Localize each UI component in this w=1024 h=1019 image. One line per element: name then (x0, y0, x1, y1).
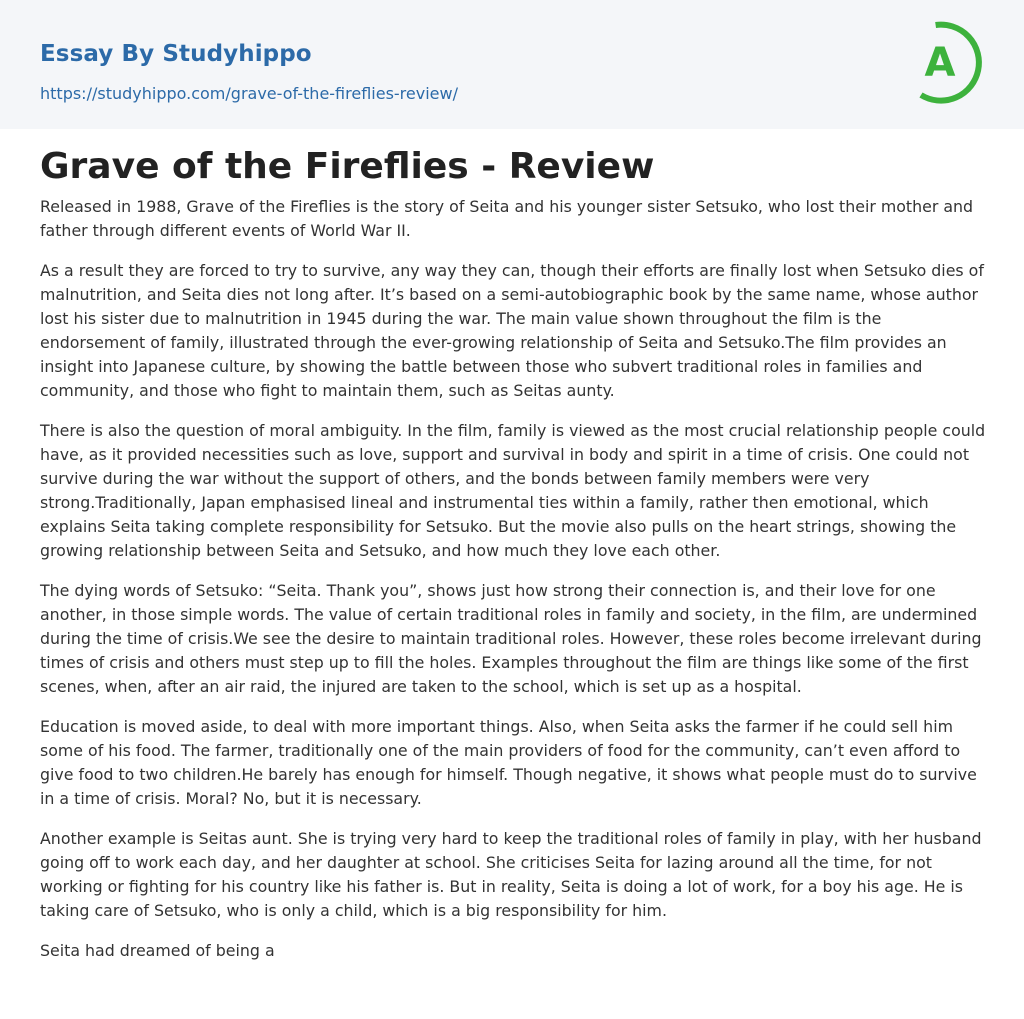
article-paragraph: As a result they are forced to try to survive, any way they can, though their efforts are finally lost when Setsuko dies of malnutrition, and Seita dies not long after. It’s based on a semi-autobiographic book by the same name, whose author lost his sister due to malnutrition in 1945 during the war. The main value shown throughout the film is the endorsement of family, illustrated through the ever-growing relationship of Seita and Setsuko.The film provides an insight into Japanese culture, by showing the battle between those who subvert traditional roles in families and community, and those who fight to maintain them, such as Seitas aunty. (40, 261, 984, 400)
article-paragraph: The dying words of Setsuko: “Seita. Thank you”, shows just how strong their connection is, and their love for one another, in those simple words. The value of certain traditional roles in family and society, in the film, are undermined during the time of crisis.We see the desire to maintain traditional roles. However, these roles become irrelevant during times of crisis and others must step up to fill the holes. Examples throughout the film are things like some of the first scenes, when, after an air raid, the injured are taken to the school, which is set up as a hospital. (40, 581, 982, 696)
article-paragraph: Released in 1988, Grave of the Fireflies is the story of Seita and his younger sister Setsuko, who lost their mother and father through different events of World War II. (40, 197, 974, 240)
page-title: Grave of the Fireflies - Review (40, 146, 655, 187)
studyhippo-logo[interactable] (905, 14, 995, 110)
article-paragraph: There is also the question of moral ambiguity. In the film, family is viewed as the most crucial relationship people could have, as it provided necessities such as love, support and survival in body and spirit in a time of crisis. One could not survive during the war without the support of others, and the bonds between family members were very strong.Traditionally, Japan emphasised lineal and instrumental ties within a family, rather then emotional, which explains Seita taking complete responsibility for Setsuko. But the movie also pulls on the heart strings, showing the growing relationship between Seita and Setsuko, and how much they love each other. (40, 421, 986, 560)
site-header (0, 0, 1024, 129)
essay-url-link[interactable]: https://studyhippo.com/grave-of-the-fireflies-review/ (40, 84, 458, 103)
logo-letter: A (924, 40, 956, 86)
article-paragraph: Seita had dreamed of being a (40, 941, 275, 960)
article-paragraph: Education is moved aside, to deal with more important things. Also, when Seita asks the farmer if he could sell him some of his food. The farmer, traditionally one of the main providers of food for the community, can’t even afford to give food to two children.He barely has enough for himself. Though negative, it shows what people must do to survive in a time of crisis. Moral? No, but it is necessary. (40, 717, 977, 808)
logo-ring-icon (905, 14, 995, 110)
article (40, 141, 990, 979)
article-paragraph: Another example is Seitas aunt. She is trying very hard to keep the traditional roles of family in play, with her husband going off to work each day, and her daughter at school. She criticises Seita for lazing around all the time, for not working or fighting for his country like his father is. But in reality, Seita is doing a lot of work, for a boy his age. He is taking care of Setsuko, who is only a child, which is a big responsibility for him. (40, 829, 982, 920)
site-title: Essay By Studyhippo (40, 41, 312, 67)
